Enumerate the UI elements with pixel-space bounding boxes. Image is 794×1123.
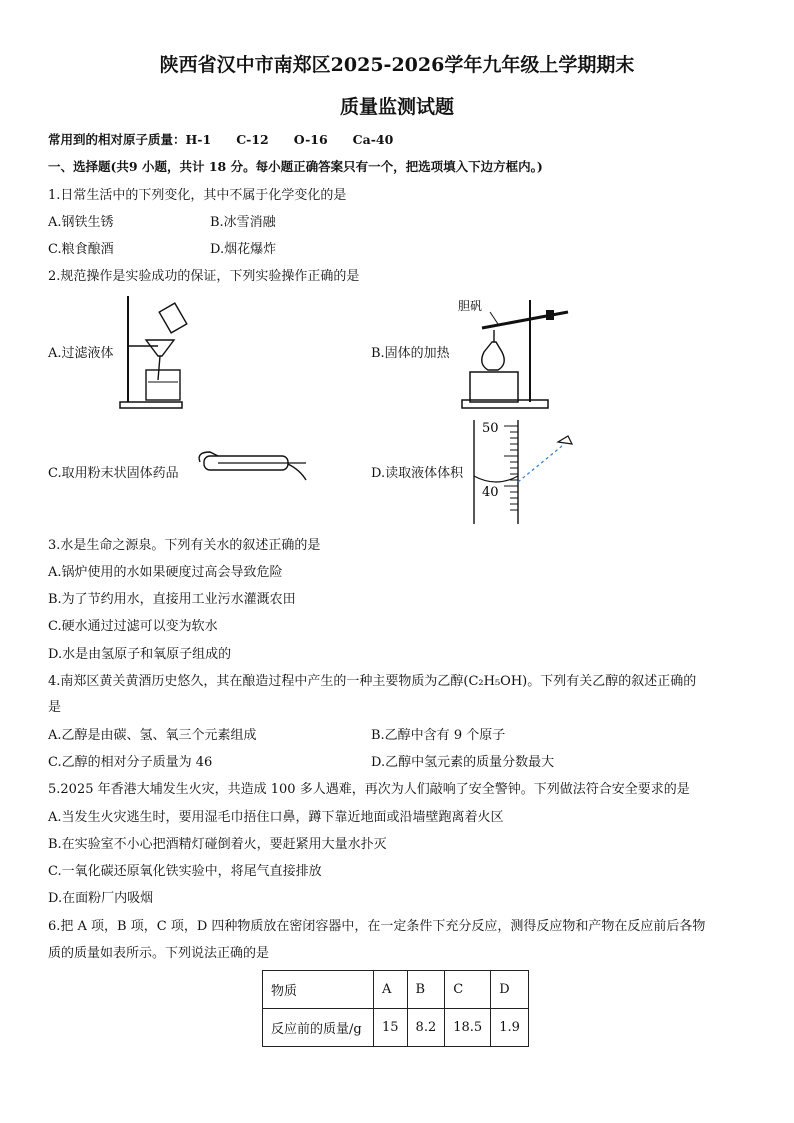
table-cell: D <box>491 971 529 1009</box>
table-cell: 1.9 <box>491 1009 529 1047</box>
q4-option-a: A.乙醇是由碳、氢、氧三个元素组成 <box>48 728 257 743</box>
mass-table <box>262 970 529 1047</box>
q5-option-c: C.一氧化碳还原氧化铁实验中，将尾气直接排放 <box>48 864 322 879</box>
q1-option-c: C.粮食酿酒 <box>48 242 114 257</box>
table-row <box>263 971 529 1009</box>
q1-option-d: D.烟花爆炸 <box>210 242 277 257</box>
table-cell: 8.2 <box>407 1009 445 1047</box>
q3-option-a: A.锅炉使用的水如果硬度过高会导致危险 <box>48 565 283 580</box>
cylinder-reading-figure <box>474 420 590 526</box>
q4-option-d: D.乙醇中氢元素的质量分数最大 <box>371 755 555 770</box>
table-cell: B <box>407 971 445 1009</box>
q3-option-d: D.水是由氢原子和氧原子组成的 <box>48 647 232 662</box>
q2-option-d: D.读取液体体积 <box>371 466 464 481</box>
q2-option-b: B.固体的加热 <box>371 346 450 361</box>
exam-subtitle: 质量监测试题 <box>339 96 454 118</box>
q3-stem: 3.水是生命之源泉。下列有关水的叙述正确的是 <box>48 538 321 553</box>
table-cell: C <box>445 971 491 1009</box>
q3-option-c: C.硬水通过过滤可以变为软水 <box>48 619 218 634</box>
exam-title: 陕西省汉中市南郑区2025-2026学年九年级上学期期末 <box>159 54 635 76</box>
q4-option-c: C.乙醇的相对分子质量为 46 <box>48 755 213 770</box>
q2-option-c: C.取用粉末状固体药品 <box>48 466 179 481</box>
table-cell: 15 <box>374 1009 408 1047</box>
q4-option-b: B.乙醇中含有 9 个原子 <box>371 728 506 743</box>
q4-stem-2: 是 <box>48 700 62 715</box>
q5-stem: 5.2025 年香港大埔发生火灾，共造成 100 多人遇难，再次为人们敲响了安全警钟。下列做法符合安全要求的是 <box>48 782 690 797</box>
q6-stem-1: 6.把 A 项，B 项，C 项，D 四种物质放在密闭容器中，在一定条件下充分反应，测得反应物和产物在反应前后各物 <box>48 919 706 934</box>
atomic-mass-note: 常用到的相对原子质量：H-1 C-12 O-16 Ca-40 <box>48 132 394 147</box>
table-cell: A <box>374 971 408 1009</box>
q1-stem: 1.日常生活中的下列变化，其中不属于化学变化的是 <box>48 188 347 203</box>
fig-d-bottom: 40 <box>482 485 499 500</box>
table-row <box>263 1009 529 1047</box>
filtration-figure <box>118 294 198 410</box>
section-heading: 一、选择题(共9 小题，共计 18 分。每小题正确答案只有一个，把选项填入下边方框内。) <box>48 159 543 174</box>
q2-option-a: A.过滤液体 <box>48 346 114 361</box>
q5-option-d: D.在面粉厂内吸烟 <box>48 891 154 906</box>
q6-stem-2: 质的质量如表所示。下列说法正确的是 <box>48 946 270 961</box>
q2-stem: 2.规范操作是实验成功的保证，下列实验操作正确的是 <box>48 269 360 284</box>
q5-option-b: B.在实验室不小心把酒精灯碰倒着火，要赶紧用大量水扑灭 <box>48 837 387 852</box>
table-cell: 物质 <box>263 971 374 1009</box>
q1-option-a: A.钢铁生锈 <box>48 215 114 230</box>
heating-solid-figure <box>458 294 574 410</box>
powder-figure <box>196 448 312 484</box>
q3-option-b: B.为了节约用水，直接用工业污水灌溉农田 <box>48 592 296 607</box>
fig-d-top: 50 <box>482 421 499 436</box>
q5-option-a: A.当发生火灾逃生时，要用湿毛巾捂住口鼻，蹲下靠近地面或沿墙壁跑离着火区 <box>48 810 504 825</box>
fig-b-label: 胆矾 <box>458 299 483 313</box>
q4-stem-1: 4.南郑区黄关黄酒历史悠久，其在酿造过程中产生的一种主要物质为乙醇(C₂H₅OH)。下列有关乙醇的叙述正确的 <box>48 674 697 689</box>
q1-option-b: B.冰雪消融 <box>210 215 276 230</box>
table-cell: 反应前的质量/g <box>263 1009 374 1047</box>
table-cell: 18.5 <box>445 1009 491 1047</box>
